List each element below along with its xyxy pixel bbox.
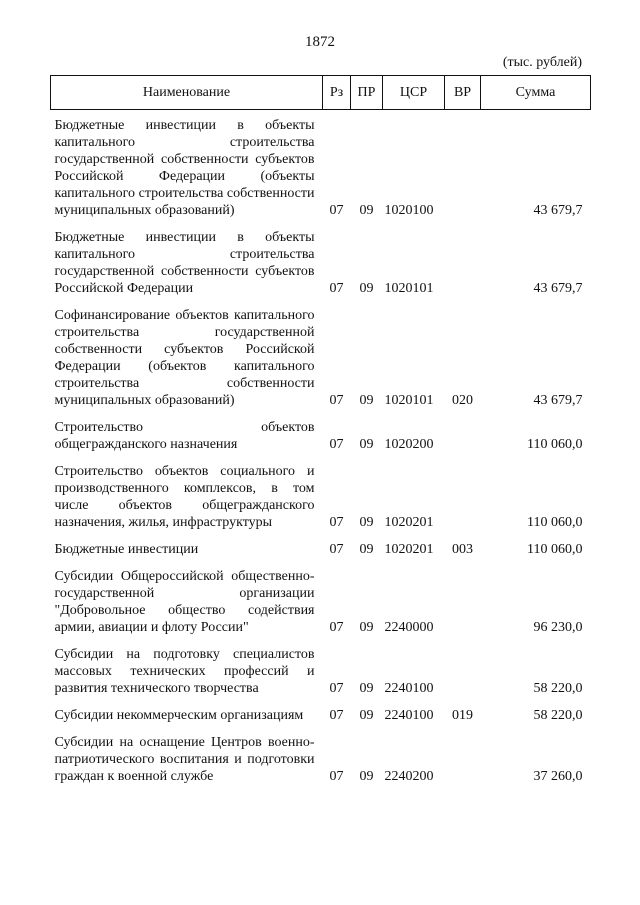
table-row xyxy=(51,639,591,700)
row-amount: 43 679,7 xyxy=(533,203,583,218)
row-csr: 2240000 xyxy=(384,620,434,635)
row-vr: 020 xyxy=(452,393,473,408)
row-amount: 37 260,0 xyxy=(533,769,583,784)
row-vr xyxy=(445,412,481,456)
header-vr: ВР xyxy=(445,76,481,110)
row-rz: 07 xyxy=(329,542,344,557)
row-vr: 003 xyxy=(452,542,473,557)
row-amount: 110 060,0 xyxy=(527,542,583,557)
row-csr: 2240200 xyxy=(384,769,434,784)
row-vr xyxy=(445,727,481,788)
row-name: Строительство объектов социального и производственного комплексов, в том числе объектов общегражданского назначения, жилья, инфраструктуры xyxy=(54,464,315,530)
units-label: (тыс. рублей) xyxy=(502,55,582,70)
row-name: Бюджетные инвестиции в объекты капитального строительства государственной собственности субъектов Российской Федерации (объекты капитального строительства собственности муниципальных образований) xyxy=(54,118,315,218)
row-rz: 07 xyxy=(329,393,344,408)
row-vr xyxy=(445,222,481,300)
table-row xyxy=(51,412,591,456)
row-pr: 09 xyxy=(359,620,374,635)
row-name: Субсидии Общероссийской общественно-государственной организации "Добровольное общество содействия армии, авиации и флоту России" xyxy=(54,569,315,635)
row-csr: 1020101 xyxy=(384,281,434,296)
row-pr: 09 xyxy=(359,393,374,408)
row-rz: 07 xyxy=(329,681,344,696)
row-pr: 09 xyxy=(359,708,374,723)
row-amount: 110 060,0 xyxy=(527,515,583,530)
row-name: Субсидии на подготовку специалистов массовых технических профессий и развития технического творчества xyxy=(54,647,315,696)
header-rz: Рз xyxy=(323,76,351,110)
row-csr: 2240100 xyxy=(384,681,434,696)
row-amount: 58 220,0 xyxy=(533,681,583,696)
row-name: Бюджетные инвестиции xyxy=(54,542,199,557)
row-amount: 43 679,7 xyxy=(533,281,583,296)
row-amount: 110 060,0 xyxy=(527,437,583,452)
row-amount: 43 679,7 xyxy=(533,393,583,408)
row-amount: 58 220,0 xyxy=(533,708,583,723)
page-number: 1872 xyxy=(305,34,335,50)
row-rz: 07 xyxy=(329,769,344,784)
table-row xyxy=(51,110,591,223)
row-csr: 1020201 xyxy=(384,515,434,530)
header-amount: Сумма xyxy=(481,76,591,110)
row-vr: 019 xyxy=(452,708,473,723)
row-amount: 96 230,0 xyxy=(533,620,583,635)
row-name: Субсидии на оснащение Центров военно-патриотического воспитания и подготовки граждан к военной службе xyxy=(54,735,315,784)
row-name: Бюджетные инвестиции в объекты капитального строительства государственной собственности субъектов Российской Федерации xyxy=(54,230,315,296)
table-row xyxy=(51,300,591,412)
row-pr: 09 xyxy=(359,281,374,296)
row-csr: 1020201 xyxy=(384,542,434,557)
row-pr: 09 xyxy=(359,681,374,696)
row-pr: 09 xyxy=(359,437,374,452)
row-pr: 09 xyxy=(359,769,374,784)
row-pr: 09 xyxy=(359,515,374,530)
row-csr: 2240100 xyxy=(384,708,434,723)
row-name: Субсидии некоммерческим организациям xyxy=(54,708,304,723)
row-rz: 07 xyxy=(329,620,344,635)
row-pr: 09 xyxy=(359,542,374,557)
table-row xyxy=(51,534,591,561)
header-csr: ЦСР xyxy=(383,76,445,110)
table-row xyxy=(51,222,591,300)
header-pr: ПР xyxy=(351,76,383,110)
table-row xyxy=(51,561,591,639)
row-pr: 09 xyxy=(359,203,374,218)
row-rz: 07 xyxy=(329,708,344,723)
row-name: Софинансирование объектов капитального строительства государственной собственности субъектов Российской Федерации (объектов капитального строительства собственности муниципальных образований) xyxy=(54,308,315,408)
row-vr xyxy=(445,561,481,639)
table-row xyxy=(51,727,591,788)
row-rz: 07 xyxy=(329,203,344,218)
row-csr: 1020200 xyxy=(384,437,434,452)
budget-table xyxy=(50,75,591,788)
row-vr xyxy=(445,110,481,223)
table-header xyxy=(51,76,591,110)
row-csr: 1020101 xyxy=(384,393,434,408)
row-rz: 07 xyxy=(329,515,344,530)
row-vr xyxy=(445,456,481,534)
header-name: Наименование xyxy=(51,76,323,110)
row-name: Строительство объектов общегражданского назначения xyxy=(54,420,315,452)
row-rz: 07 xyxy=(329,281,344,296)
row-vr xyxy=(445,639,481,700)
table-row xyxy=(51,700,591,727)
row-csr: 1020100 xyxy=(384,203,434,218)
table-row xyxy=(51,456,591,534)
row-rz: 07 xyxy=(329,437,344,452)
